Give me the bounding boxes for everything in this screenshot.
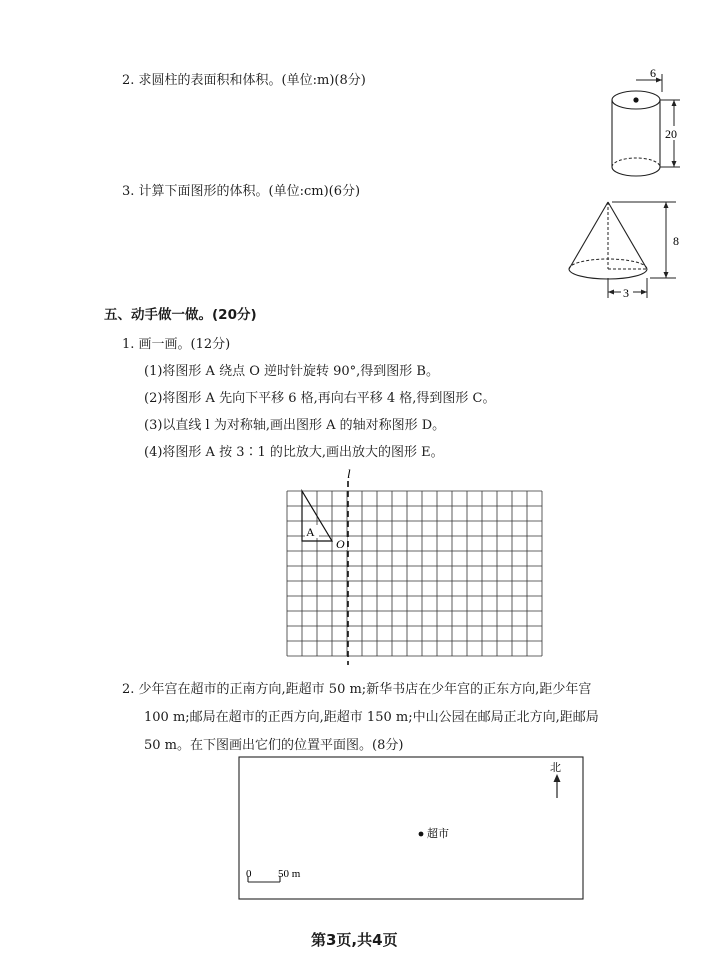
supermarket-dot: [419, 832, 424, 837]
cone-question: 3. 计算下面图形的体积。(单位:cm)(6分): [122, 184, 361, 199]
scale-value-label: 50 m: [278, 868, 301, 880]
supermarket-label: 超市: [427, 828, 449, 840]
q1-item-4: (4)将图形 A 按 3∶1 的比放大,画出放大的图形 E。: [144, 445, 444, 460]
cone-figure: [560, 190, 690, 308]
cone-height-label: 8: [673, 234, 679, 248]
scale-zero-label: 0: [246, 868, 252, 880]
q1-item-3: (3)以直线 l 为对称轴,画出图形 A 的轴对称图形 D。: [144, 418, 446, 433]
grid-figure: [280, 465, 545, 670]
shape-a-label: A: [306, 525, 315, 539]
cylinder-height-label: 20: [665, 127, 677, 141]
point-o-label: O: [336, 537, 345, 551]
q2-line-1: 2. 少年宫在超市的正南方向,距超市 50 m;新华书店在少年宫的正东方向,距少年宫: [122, 682, 592, 697]
page-number: 第3页,共4页: [311, 931, 398, 949]
section-5-title: 五、动手做一做。(20分): [104, 307, 257, 323]
cylinder-question: 2. 求圆柱的表面积和体积。(单位:m)(8分): [122, 73, 366, 88]
map-figure: [238, 756, 586, 902]
q2-line-2: 100 m;邮局在超市的正西方向,距超市 150 m;中山公园在邮局正北方向,距邮局: [144, 710, 599, 725]
axis-line-label: l: [347, 466, 351, 481]
q2-line-3: 50 m。在下图画出它们的位置平面图。(8分): [144, 738, 404, 753]
cylinder-diameter-label: 6: [650, 66, 656, 80]
cylinder-figure: [600, 62, 690, 188]
north-label: 北: [550, 762, 561, 774]
cone-radius-label: 3: [623, 286, 629, 300]
q1-item-2: (2)将图形 A 先向下平移 6 格,再向右平移 4 格,得到图形 C。: [144, 391, 496, 406]
q1-item-1: (1)将图形 A 绕点 O 逆时针旋转 90°,得到图形 B。: [144, 364, 439, 379]
grid-lines: [287, 491, 542, 656]
q1-title: 1. 画一画。(12分): [122, 337, 231, 352]
